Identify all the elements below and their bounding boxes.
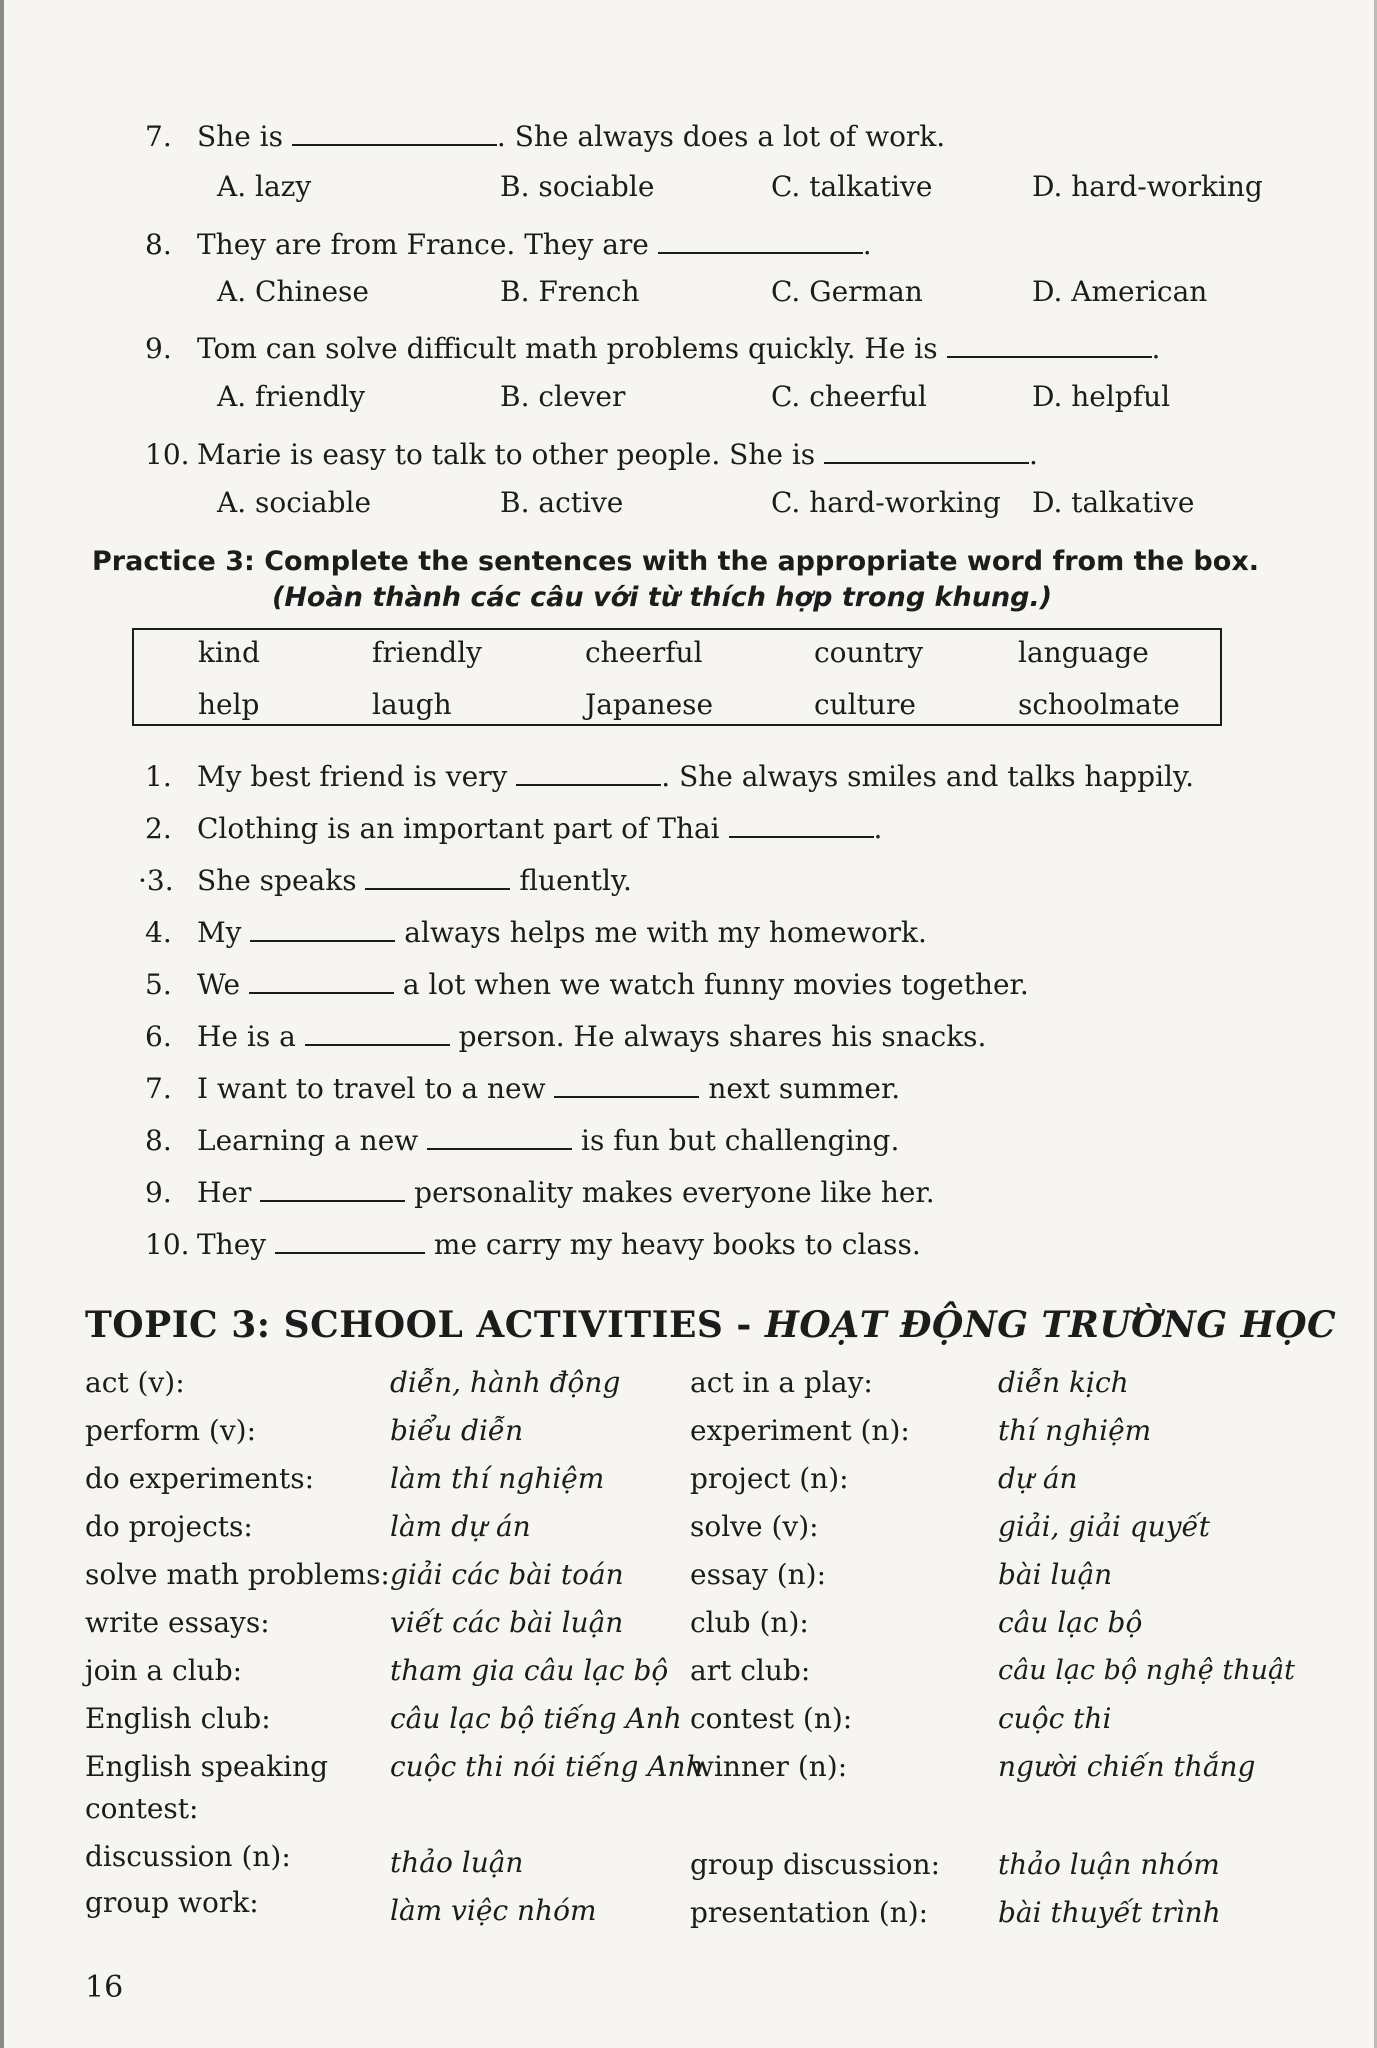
vocab-term: presentation (n): [690,1896,929,1929]
vocab-term: do experiments: [85,1462,315,1495]
option-c[interactable]: C. talkative [771,170,933,203]
answer-blank[interactable] [729,812,874,838]
vocab-term: contest (n): [690,1702,853,1735]
sentence-text: a lot when we watch funny movies together. [393,968,1029,1001]
vocab-meaning: tham gia câu lạc bộ [390,1654,669,1687]
option-c[interactable]: C. hard-working [771,486,1001,519]
sentence-text: My best friend is very [197,760,517,793]
sentence-text: Her [197,1176,261,1209]
vocab-meaning: giải, giải quyết [998,1510,1211,1543]
sentence-text: . She always smiles and talks happily. [661,760,1194,793]
sentence-text: next summer. [699,1072,901,1105]
word-box-item: laugh [372,688,452,721]
question-number: 10. [145,438,190,471]
page-edge-shadow [0,0,4,2048]
vocab-term: act (v): [85,1366,185,1399]
word-box-item: country [814,636,924,669]
mc-question-7 [145,120,945,154]
option-a[interactable]: A. Chinese [217,275,369,308]
vocab-term: discussion (n): [85,1840,291,1873]
vocab-term: group work: [85,1886,259,1919]
answer-blank[interactable] [260,1176,405,1202]
vocab-term: winner (n): [690,1750,848,1783]
option-c[interactable]: C. cheerful [771,380,927,413]
option-d[interactable]: D. helpful [1032,380,1171,413]
answer-blank[interactable] [275,1228,425,1254]
practice-subtitle: (Hoàn thành các câu với từ thích hợp trong khung.) [272,582,1053,613]
question-number: 9. [145,332,172,365]
question-number: 9. [145,1176,172,1209]
question-number: 6. [145,1020,172,1053]
vocab-meaning: câu lạc bộ tiếng Anh [390,1702,682,1735]
vocab-term: English club: [85,1702,271,1735]
answer-blank[interactable] [516,760,661,786]
vocab-term: perform (v): [85,1414,257,1447]
option-a[interactable]: A. friendly [217,380,366,413]
vocab-term: do projects: [85,1510,253,1543]
vocab-meaning: người chiến thắng [998,1750,1256,1783]
vocab-term: experiment (n): [690,1414,910,1447]
vocab-meaning: dự án [998,1462,1078,1495]
answer-blank[interactable] [427,1124,572,1150]
vocab-term: project (n): [690,1462,849,1495]
vocab-term: solve (v): [690,1510,819,1543]
fill-sentence-1 [145,760,1194,794]
question-number: 8. [145,228,172,261]
vocab-meaning: thảo luận nhóm [998,1848,1220,1881]
sentence-text: We [197,968,249,1001]
vocab-meaning: bài luận [998,1558,1113,1591]
question-text: They are from France. They are [197,228,658,261]
vocab-term: essay (n): [690,1558,827,1591]
vocab-meaning: diễn, hành động [390,1366,621,1399]
word-box-item: help [198,688,260,721]
answer-blank[interactable] [305,1020,450,1046]
answer-blank[interactable] [824,438,1029,464]
option-c[interactable]: C. German [771,275,923,308]
fill-sentence-4 [145,916,927,950]
sentence-text: fluently. [510,864,632,897]
sentence-text: He is a [197,1020,305,1053]
sentence-text: always helps me with my homework. [395,916,927,949]
sentence-text: me carry my heavy books to class. [425,1228,921,1261]
vocab-term: art club: [690,1654,811,1687]
fill-sentence-10 [145,1228,921,1262]
page-number: 16 [85,1970,124,2005]
option-b[interactable]: B. French [500,275,640,308]
word-box-item: cheerful [585,636,703,669]
vocab-term: write essays: [85,1606,270,1639]
vocab-meaning: biểu diễn [390,1414,524,1447]
option-d[interactable]: D. talkative [1032,486,1195,519]
question-text: . [862,228,872,261]
option-b[interactable]: B. clever [500,380,626,413]
vocab-meaning: thí nghiệm [998,1414,1152,1447]
option-d[interactable]: D. hard-working [1032,170,1263,203]
vocab-term: group discussion: [690,1848,941,1881]
question-number: 1. [145,760,172,793]
option-b[interactable]: B. active [500,486,624,519]
vocab-meaning: bài thuyết trình [998,1896,1221,1929]
word-box-item: schoolmate [1018,688,1180,721]
fill-sentence-8 [145,1124,899,1158]
option-a[interactable]: A. sociable [217,486,372,519]
answer-blank[interactable] [658,228,863,254]
question-number: 5. [145,968,172,1001]
question-text: Marie is easy to talk to other people. She is [197,438,825,471]
vocab-term: solve math problems: [85,1558,390,1591]
option-b[interactable]: B. sociable [500,170,655,203]
question-number: 7. [145,120,172,153]
answer-blank[interactable] [292,120,497,146]
answer-blank[interactable] [250,916,395,942]
option-a[interactable]: A. lazy [217,170,312,203]
sentence-text: personality makes everyone like her. [405,1176,935,1209]
fill-sentence-9 [145,1176,935,1210]
vocab-meaning: câu lạc bộ nghệ thuật [998,1655,1295,1686]
vocab-term: contest: [85,1792,199,1825]
question-number: ·3. [138,864,174,897]
vocab-term: club (n): [690,1606,809,1639]
word-box-item: language [1018,636,1149,669]
vocab-meaning: viết các bài luận [390,1606,624,1639]
fill-sentence-5 [145,968,1029,1002]
mc-question-10 [145,438,1038,472]
question-text: She is [197,120,292,153]
word-box [132,628,1222,726]
word-box-item: kind [198,636,260,669]
topic-title-en: TOPIC 3: SCHOOL ACTIVITIES - [85,1304,765,1346]
vocab-term: act in a play: [690,1366,873,1399]
vocab-meaning: cuộc thi nói tiếng Anh [390,1750,704,1783]
sentence-text: Learning a new [197,1124,428,1157]
sentence-text: I want to travel to a new [197,1072,555,1105]
sentence-text: Clothing is an important part of Thai [197,812,729,845]
practice-title: Practice 3: Complete the sentences with the appropriate word from the box. [92,546,1259,577]
question-number: 4. [145,916,172,949]
mc-question-8 [145,228,872,262]
vocab-meaning: làm thí nghiệm [390,1462,605,1495]
question-number: 2. [145,812,172,845]
vocab-meaning: làm dự án [390,1510,531,1543]
fill-sentence-6 [145,1020,986,1054]
option-d[interactable]: D. American [1032,275,1208,308]
vocab-meaning: câu lạc bộ [998,1606,1143,1639]
question-number: 7. [145,1072,172,1105]
fill-sentence-7 [145,1072,900,1106]
sentence-text: They [197,1228,275,1261]
fill-sentence-2 [145,812,882,846]
vocab-term: English speaking [85,1750,329,1783]
word-box-item: friendly [372,636,483,669]
sentence-text: is fun but challenging. [572,1124,900,1157]
fill-sentence-3 [138,864,632,898]
question-text: Tom can solve difficult math problems quickly. He is [197,332,947,365]
vocab-term: join a club: [85,1654,243,1687]
question-text: . She always does a lot of work. [496,120,946,153]
question-number: 8. [145,1124,172,1157]
question-number: 10. [145,1228,190,1261]
mc-question-9 [145,332,1160,366]
question-text: . [1029,438,1038,471]
sentence-text: person. He always shares his snacks. [449,1020,987,1053]
vocab-meaning: thảo luận [390,1846,524,1879]
answer-blank[interactable] [365,864,510,890]
vocab-meaning: làm việc nhóm [390,1894,597,1927]
vocab-meaning: giải các bài toán [390,1558,624,1591]
answer-blank[interactable] [947,332,1152,358]
question-text: . [1151,332,1161,365]
topic-heading [85,1304,1336,1346]
answer-blank[interactable] [249,968,394,994]
word-box-item: Japanese [585,688,714,721]
sentence-text: My [197,916,251,949]
word-box-item: culture [814,688,916,721]
sentence-text: She speaks [197,864,366,897]
vocab-meaning: cuộc thi [998,1702,1112,1735]
vocab-meaning: diễn kịch [998,1366,1129,1399]
sentence-text: . [873,812,883,845]
topic-title-vi: HOẠT ĐỘNG TRƯỜNG HỌC [764,1304,1337,1346]
answer-blank[interactable] [554,1072,699,1098]
